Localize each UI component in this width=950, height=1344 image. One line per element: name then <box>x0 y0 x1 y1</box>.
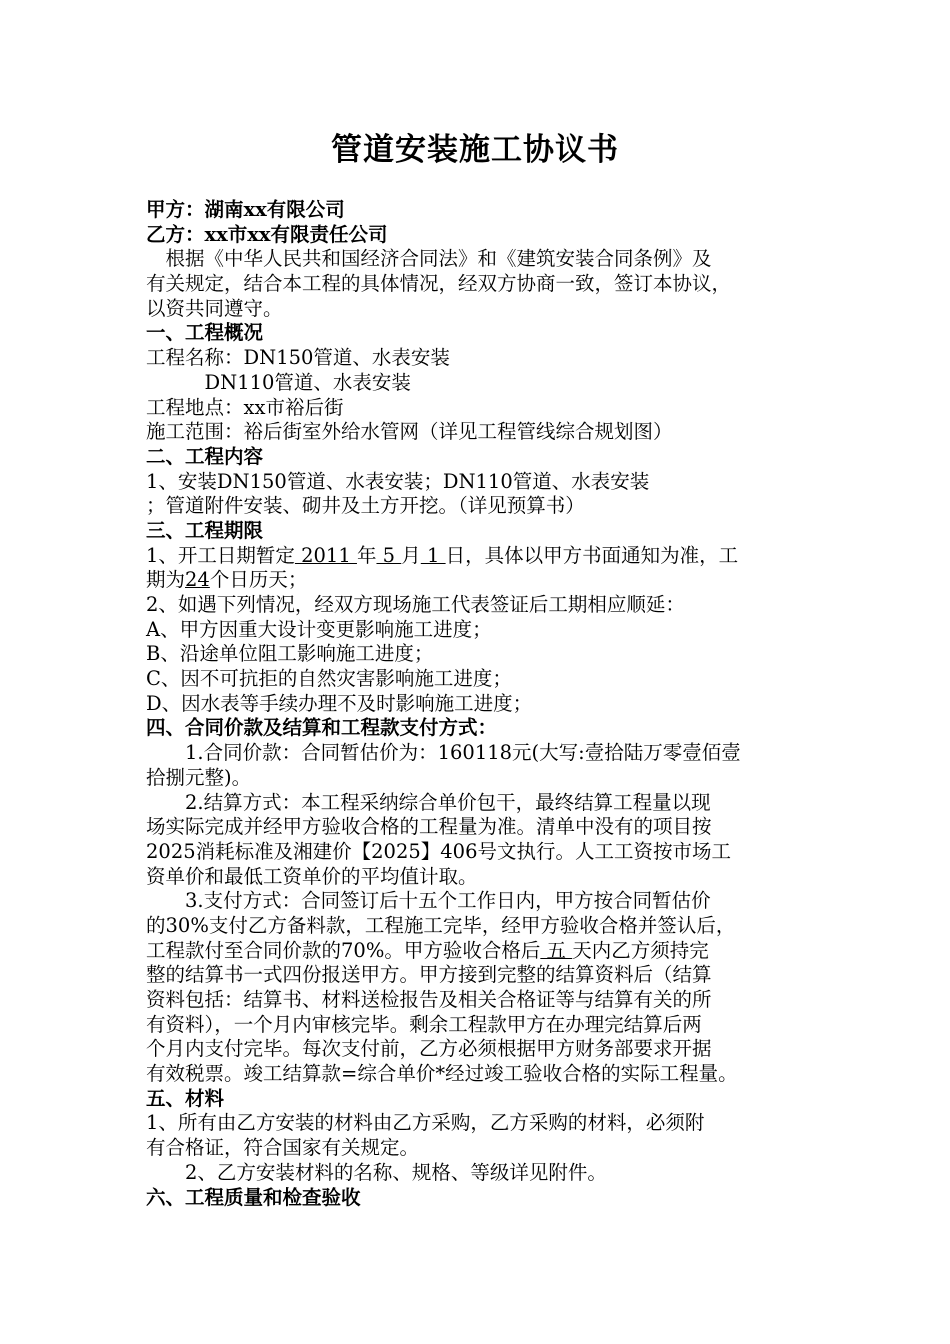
payment-text: 天内乙方须持完 <box>572 938 709 962</box>
payment-line: 资料包括：结算书、材料送检报告及相关合格证等与结算有关的所 <box>146 988 712 1011</box>
schedule-text: 期为 <box>146 568 186 592</box>
settlement-line: 场实际完成并经甲方验收合格的工程量为准。清单中没有的项目按 <box>146 815 712 839</box>
schedule-text: 个日历天； <box>209 568 308 592</box>
overview-line: 工程地点：xx市裕后街 <box>146 395 344 419</box>
payment-line: 个月内支付完毕。每次支付前，乙方必须根据甲方财务部要求开据 <box>146 1037 712 1061</box>
overview-line: 施工范围：裕后街室外给水管网（详见工程管线综合规划图） <box>146 420 673 444</box>
section-heading-content: 二、工程内容 <box>146 444 264 468</box>
party-b: 乙方：xx市xx有限责任公司 <box>146 222 388 246</box>
intro-line: 以资共同遵守。 <box>146 296 283 320</box>
start-month: 5 <box>376 543 402 567</box>
schedule-line: A、甲方因重大设计变更影响施工进度； <box>146 617 492 641</box>
content-line: 1、安装DN150管道、水表安装；DN110管道、水表安装 <box>146 469 650 493</box>
materials-line: 2、乙方安装材料的名称、规格、等级详见附件。 <box>146 1160 607 1184</box>
overview-line: 工程名称：DN150管道、水表安装 <box>146 346 450 370</box>
document-body <box>146 198 810 1210</box>
overview-line: DN110管道、水表安装 <box>146 370 411 394</box>
materials-line: 有合格证，符合国家有关规定。 <box>146 1136 420 1160</box>
payment-line: 有资料），一个月内审核完毕。剩余工程款甲方在办理完结算后两 <box>146 1012 702 1036</box>
schedule-text: 日，具体以甲方书面通知为准，工 <box>445 543 739 567</box>
schedule-start-line <box>146 544 810 569</box>
payment-line: 整的结算书一式四份报送甲方。甲方接到完整的结算资料后（结算 <box>146 963 712 987</box>
payment-days: 五 <box>540 938 573 962</box>
schedule-line: 2、如遇下列情况，经双方现场施工代表签证后工期相应顺延： <box>146 593 685 616</box>
section-heading-overview: 一、工程概况 <box>146 321 264 345</box>
start-year: 2011 <box>294 543 357 567</box>
price-line: 1.合同价款：合同暂估价为：160118元(大写:壹拾陆万零壹佰壹 <box>146 741 741 765</box>
settlement-line: 2025消耗标准及湘建价【2025】406号文执行。人工工资按市场工 <box>146 839 731 863</box>
schedule-text: 年 <box>356 543 377 567</box>
payment-line: 的30%支付乙方备料款，工程施工完毕，经甲方验收合格并签认后， <box>146 913 736 937</box>
settlement-line: 2.结算方式：本工程采纳综合单价包干，最终结算工程量以现 <box>146 790 711 814</box>
intro-line: 有关规定，结合本工程的具体情况，经双方协商一致，签订本协议， <box>146 272 732 296</box>
intro-line: 根据《中华人民共和国经济合同法》和《建筑安装合同条例》及 <box>146 247 712 271</box>
schedule-text: 月 <box>401 543 421 567</box>
settlement-line: 资单价和最低工资单价的平均值计取。 <box>146 864 478 888</box>
schedule-text: 1、开工日期暂定 <box>146 543 295 567</box>
section-heading-payment: 四、合同价款及结算和工程款支付方式： <box>146 716 498 740</box>
payment-line: 有效税票。竣工结算款=综合单价*经过竣工验收合格的实际工程量。 <box>146 1062 738 1086</box>
schedule-duration-line <box>146 568 810 593</box>
section-heading-schedule: 三、工程期限 <box>146 518 264 542</box>
duration-days: 24 <box>185 568 210 592</box>
payment-line <box>146 939 810 964</box>
party-a: 甲方：湖南xx有限公司 <box>146 198 345 221</box>
schedule-line: D、因水表等手续办理不及时影响施工进度； <box>146 691 533 715</box>
schedule-line: B、沿途单位阻工影响施工进度； <box>146 642 434 666</box>
document-title: 管道安装施工协议书 <box>331 132 619 168</box>
payment-line: 3.支付方式：合同签订后十五个工作日内，甲方按合同暂估价 <box>146 889 711 913</box>
section-heading-quality: 六、工程质量和检查验收 <box>146 1185 361 1209</box>
content-line: ；管道附件安装、砌井及土方开挖。（详见预算书） <box>146 494 585 518</box>
start-day: 1 <box>420 543 446 567</box>
price-line: 拾捌元整)。 <box>146 765 252 789</box>
schedule-line: C、因不可抗拒的自然灾害影响施工进度； <box>146 667 512 691</box>
payment-text: 工程款付至合同价款的70%。甲方验收合格后 <box>146 938 541 962</box>
materials-line: 1、所有由乙方安装的材料由乙方采购，乙方采购的材料，必须附 <box>146 1111 705 1135</box>
section-heading-materials: 五、材料 <box>146 1086 225 1110</box>
